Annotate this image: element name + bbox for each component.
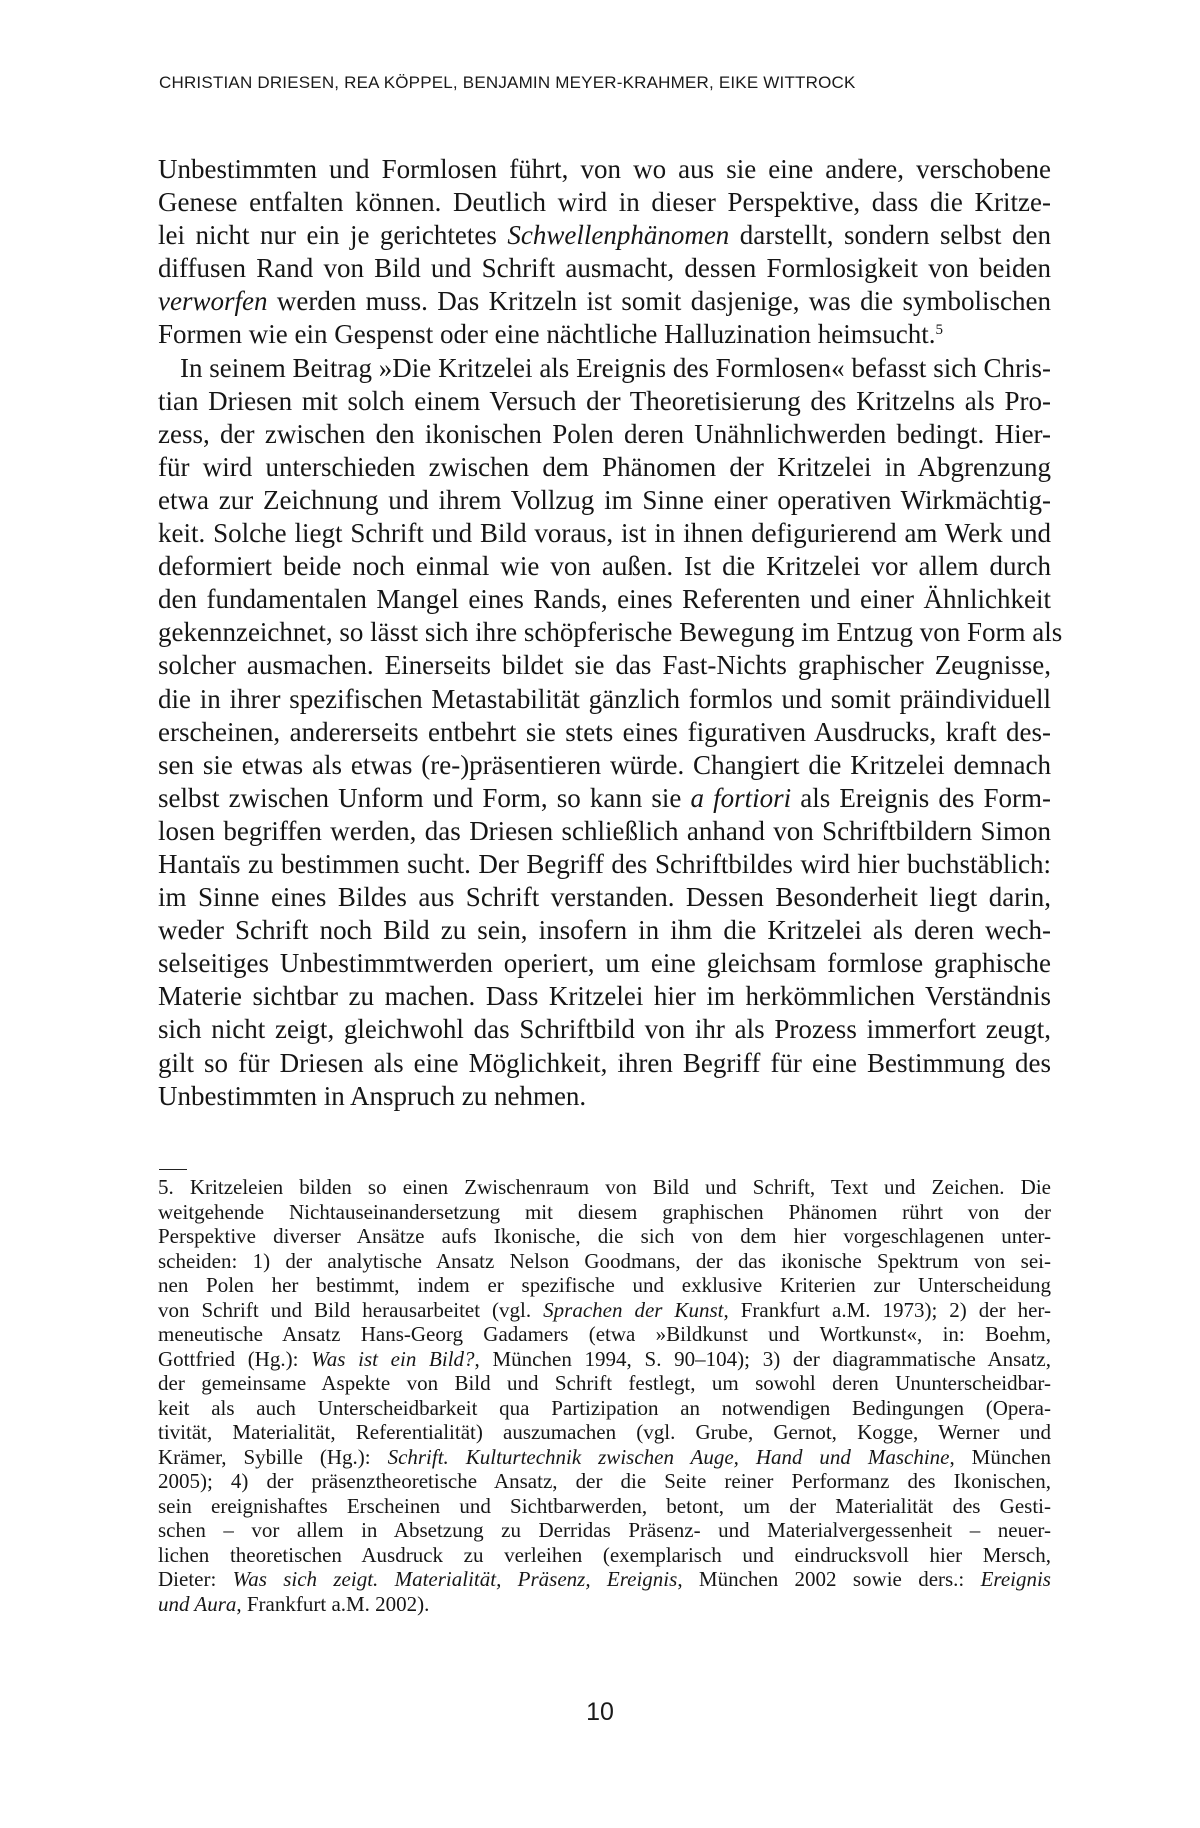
footnote-line: von Schrift und Bild herausarbeitet (vgl. Sprachen der Kunst, Frankfurt a.M. 1973); 2) der her-: [158, 1297, 1051, 1322]
body-line: selseitiges Unbestimmtwerden operiert, um eine gleichsam formlose graphische: [158, 948, 1051, 979]
footnote-separator: [159, 1169, 187, 1170]
body-line: Genese entfalten können. Deutlich wird in dieser Perspektive, dass die Kritze-: [158, 187, 1051, 218]
body-line: selbst zwischen Unform und Form, so kann sie a fortiori als Ereignis des Form-: [158, 782, 1051, 813]
footnote-line: 2005); 4) der präsenztheoretische Ansatz, der die Seite reiner Performanz des Ikonischen,: [158, 1469, 1051, 1493]
body-line: für wird unterschieden zwischen dem Phänomen der Kritzelei in Abgrenzung: [158, 451, 1051, 482]
body-line: Unbestimmten in Anspruch zu nehmen.: [158, 1080, 587, 1111]
running-header: CHRISTIAN DRIESEN, REA KÖPPEL, BENJAMIN MEYER-KRAHMER, EIKE WITTROCK: [159, 73, 856, 92]
body-line: den fundamentalen Mangel eines Rands, eines Referenten und einer Ähnlichkeit: [158, 584, 1051, 615]
body-line: diffusen Rand von Bild und Schrift ausmacht, dessen Formlosigkeit von beiden: [158, 253, 1051, 284]
footnote-reference: 5: [935, 322, 944, 339]
footnote: [158, 1175, 1051, 1616]
body-line: sich nicht zeigt, gleichwohl das Schriftbild von ihr als Prozess immerfort zeugt,: [158, 1014, 1051, 1045]
body-line: sen sie etwas als etwas (re-)präsentieren würde. Changiert die Kritzelei demnach: [158, 749, 1051, 780]
body-line: solcher ausmachen. Einerseits bildet sie das Fast-Nichts graphischer Zeugnisse,: [158, 650, 1051, 681]
body-line: deformiert beide noch einmal wie von außen. Ist die Kritzelei vor allem durch: [158, 551, 1051, 582]
footnote-line: Dieter: Was sich zeigt. Materialität, Präsenz, Ereignis, München 2002 sowie ders.: Ereignis: [158, 1567, 1051, 1591]
body-line: Materie sichtbar zu machen. Dass Kritzelei hier im herkömmlichen Verständnis: [158, 981, 1051, 1012]
body-line: keit. Solche liegt Schrift und Bild voraus, ist in ihnen defigurierend am Werk und: [158, 518, 1051, 549]
body-line: tian Driesen mit solch einem Versuch der Theoretisierung des Kritzelns als Pro-: [158, 385, 1051, 416]
body-line: lei nicht nur ein je gerichtetes Schwellenphänomen darstellt, sondern selbst den: [158, 220, 1051, 251]
footnote-line: weitgehende Nichtauseinandersetzung mit diesem graphischen Phänomen rührt von der: [158, 1199, 1051, 1224]
body-line: Unbestimmten und Formlosen führt, von wo aus sie eine andere, verschobene: [158, 154, 1051, 184]
body-line: gekennzeichnet, so lässt sich ihre schöpferische Bewegung im Entzug von Form als: [158, 617, 1063, 648]
body-line: In seinem Beitrag »Die Kritzelei als Ereignis des Formlosen« befasst sich Chris-: [180, 352, 1051, 383]
body-line: erscheinen, andererseits entbehrt sie stets eines figurativen Ausdrucks, kraft des-: [158, 716, 1051, 747]
body-line: losen begriffen werden, das Driesen schließlich anhand von Schriftbildern Simon: [158, 815, 1051, 846]
body-line: Hantaïs zu bestimmen sucht. Der Begriff des Schriftbildes wird hier buchstäblich:: [158, 848, 1051, 879]
body-line: Formen wie ein Gespenst oder eine nächtliche Halluzination heimsucht.$^5$: [158, 319, 944, 350]
body-line: die in ihrer spezifischen Metastabilität gänzlich formlos und somit präindividuell: [158, 683, 1051, 714]
body-line: im Sinne eines Bildes aus Schrift verstanden. Dessen Besonderheit liegt darin,: [158, 882, 1051, 913]
body-line: weder Schrift noch Bild zu sein, insofern in ihm die Kritzelei als deren wech-: [158, 915, 1051, 946]
footnote-line: Perspektive diverser Ansätze aufs Ikonische, die sich von dem hier vorgeschlagenen unter-: [158, 1224, 1051, 1248]
footnote-line: Krämer, Sybille (Hg.): Schrift. Kulturtechnik zwischen Auge, Hand und Maschine, München: [158, 1444, 1051, 1469]
footnote-line: schen – vor allem in Absetzung zu Derridas Präsenz- und Materialvergessenheit – neuer-: [158, 1518, 1051, 1542]
footnote-line: nen Polen her bestimmt, indem er spezifische und exklusive Kriterien zur Unterscheidung: [158, 1273, 1051, 1297]
body-text: [158, 153, 1063, 1113]
body-line: zess, der zwischen den ikonischen Polen deren Unähnlichwerden bedingt. Hier-: [158, 418, 1051, 449]
body-line: verworfen werden muss. Das Kritzeln ist somit dasjenige, was die symbolischen: [158, 286, 1051, 317]
body-line: etwa zur Zeichnung und ihrem Vollzug im Sinne einer operativen Wirkmächtig-: [158, 484, 1051, 515]
footnote-line: und Aura, Frankfurt a.M. 2002).: [158, 1591, 430, 1616]
page-number: 10: [586, 1698, 614, 1726]
footnote-line: tivität, Materialität, Referentialität) auszumachen (vgl. Grube, Gernot, Kogge, Werner und: [158, 1420, 1051, 1444]
footnote-line: scheiden: 1) der analytische Ansatz Nelson Goodmans, der das ikonische Spektrum von sei-: [158, 1248, 1051, 1273]
body-line: gilt so für Driesen als eine Möglichkeit, ihren Begriff für eine Bestimmung des: [158, 1047, 1051, 1078]
footnote-line: der gemeinsame Aspekte von Bild und Schrift festlegt, um sowohl deren Ununterscheidbar-: [158, 1371, 1051, 1395]
footnote-line: lichen theoretischen Ausdruck zu verleihen (exemplarisch und eindrucksvoll hier Mersch,: [158, 1542, 1051, 1567]
footnote-line: Gottfried (Hg.): Was ist ein Bild?, München 1994, S. 90–104); 3) der diagrammatische Ansatz,: [158, 1346, 1052, 1371]
footnote-line: sein ereignishaftes Erscheinen und Sichtbarwerden, betont, um der Materialität des Gesti-: [158, 1493, 1051, 1518]
footnote-line: keit als auch Unterscheidbarkeit qua Partizipation an notwendigen Bedingungen (Opera-: [158, 1395, 1051, 1420]
footnote-line: 5. Kritzeleien bilden so einen Zwischenraum von Bild und Schrift, Text und Zeichen. Die: [158, 1175, 1051, 1199]
footnote-line: meneutische Ansatz Hans-Georg Gadamers (etwa »Bildkunst und Wortkunst«, in: Boehm,: [158, 1322, 1051, 1346]
